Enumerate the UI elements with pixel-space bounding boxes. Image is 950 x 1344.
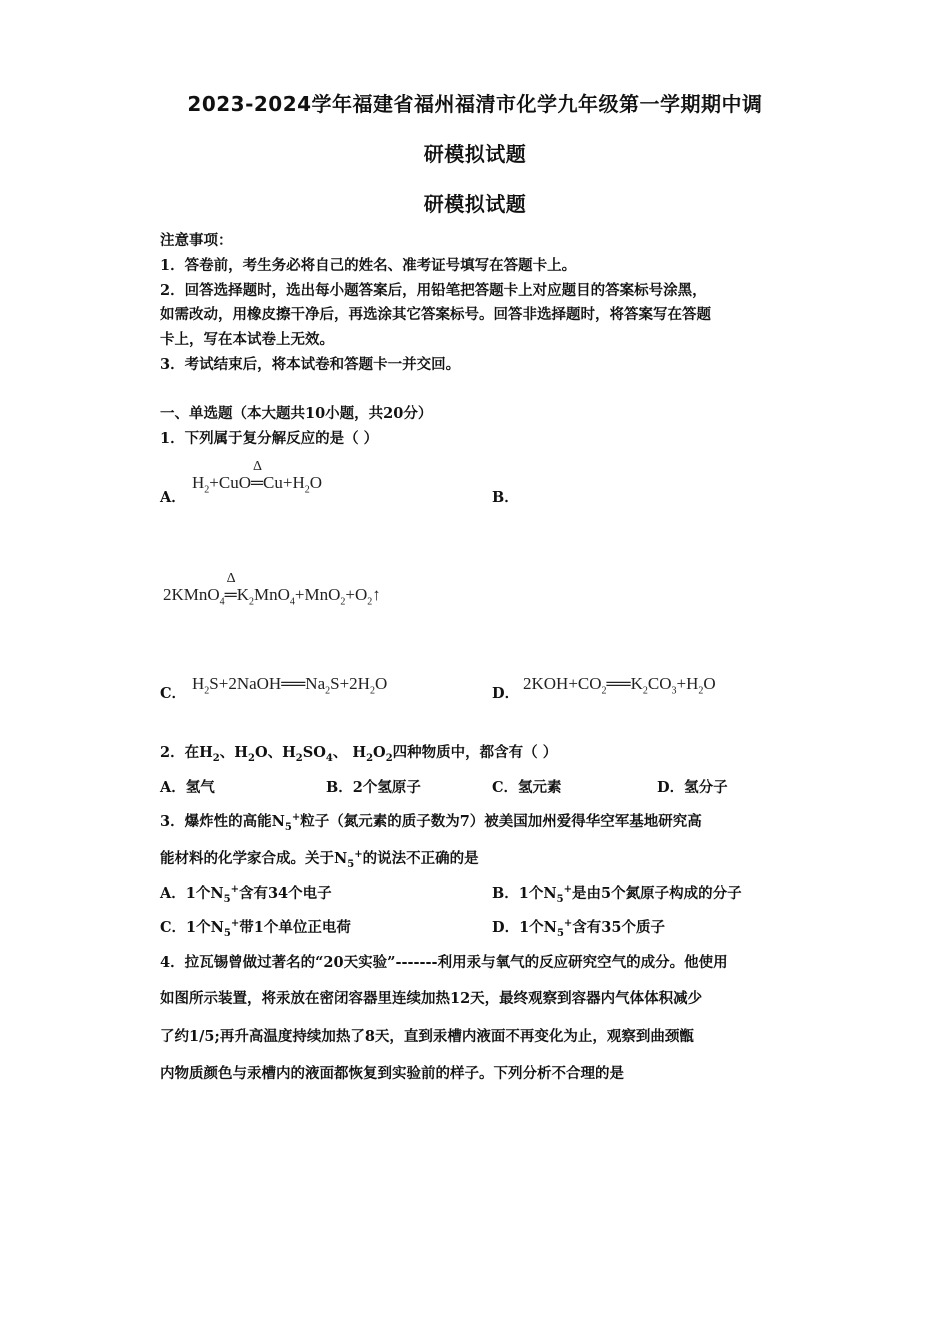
q2-option-c: C．氢元素 bbox=[492, 779, 562, 796]
question-4-stem-line: 如图所示装置，将汞放在密闭容器里连续加热12天，最终观察到容器内气体体积减少 bbox=[160, 990, 703, 1007]
exam-title-line-1: 2023-2024学年福建省福州福清市化学九年级第一学期期中调 bbox=[187, 92, 763, 116]
q1-option-b-equation: 2KMnO$_4$═ Δ $K_2MnO_4+MnO_2+O_2↑$ bbox=[163, 571, 381, 608]
exam-title-line-3: 研模拟试题 bbox=[423, 192, 527, 216]
question-4-stem-line: 了约1/5;再升高温度持续加热了8天，直到汞槽内液面不再变化为止，观察到曲颈甑 bbox=[160, 1028, 694, 1045]
q1-option-b-label: B． bbox=[492, 489, 519, 506]
q2-option-d: D．氢分子 bbox=[657, 779, 728, 796]
question-3-stem-line-2: 能材料的化学家合成。关于$N_5^+$的说法不正确的是 bbox=[160, 849, 479, 870]
q3-option-b: B．1个$N_5^+$是由5个氮原子构成的分子 bbox=[492, 884, 742, 905]
notice-item: 3．考试结束后，将本试卷和答题卡一并交回。 bbox=[160, 356, 461, 373]
notice-item: 如需改动，用橡皮擦干净后，再选涂其它答案标号。回答非选择题时，将答案写在答题 bbox=[160, 306, 711, 323]
q3-option-d: D．1个$N_5^+$含有35个质子 bbox=[492, 918, 665, 939]
q1-option-d-label: D． bbox=[492, 685, 520, 702]
section-heading: 一、单选题（本大题共10小题，共20分） bbox=[160, 405, 433, 422]
notice-item: 2．回答选择题时，选出每小题答案后，用铅笔把答题卡上对应题目的答案标号涂黑， bbox=[160, 282, 707, 299]
q3-option-c: C．1个$N_5^+$带1个单位正电荷 bbox=[160, 918, 351, 939]
question-2-stem: 2．在$H_2$、$H_2O$、$H_2SO_4$、 $H_2O_2$四种物质中，都含有（ ） bbox=[160, 744, 558, 764]
exam-title-line-2: 研模拟试题 bbox=[423, 142, 527, 166]
question-4-stem-line: 内物质颜色与汞槽内的液面都恢复到实验前的样子。下列分析不合理的是 bbox=[160, 1065, 624, 1082]
q1-option-a-label: A． bbox=[160, 489, 186, 506]
q2-option-b: B．2个氢原子 bbox=[326, 779, 421, 796]
question-3-stem-line-1: 3．爆炸性的高能$N_5^+$粒子（氮元素的质子数为7）被美国加州爱得华空军基地研究高 bbox=[160, 812, 702, 833]
q1-option-d-equation: $2KOH+CO_2══K_2CO_3+H_2O$ bbox=[523, 674, 716, 697]
q1-option-c-label: C． bbox=[160, 685, 187, 702]
question-1-stem: 1．下列属于复分解反应的是（ ） bbox=[160, 430, 379, 447]
notice-item: 卡上，写在本试卷上无效。 bbox=[160, 331, 334, 348]
q1-option-a-equation: $H_2+CuO═$ Δ $Cu+H_2O$ bbox=[192, 459, 323, 496]
q1-option-c-equation: $H_2S+2NaOH══Na_2S+2H_2O$ bbox=[192, 674, 388, 697]
q3-option-a: A．1个$N_5^+$含有34个电子 bbox=[160, 884, 332, 905]
q2-option-a: A．氢气 bbox=[160, 779, 215, 796]
question-4-stem-line: 4．拉瓦锡曾做过著名的“20天实验”-------利用汞与氧气的反应研究空气的成分。他使用 bbox=[160, 954, 728, 971]
notice-heading: 注意事项： bbox=[160, 232, 233, 249]
notice-item: 1．答卷前，考生务必将自己的姓名、准考证号填写在答题卡上。 bbox=[160, 257, 577, 274]
